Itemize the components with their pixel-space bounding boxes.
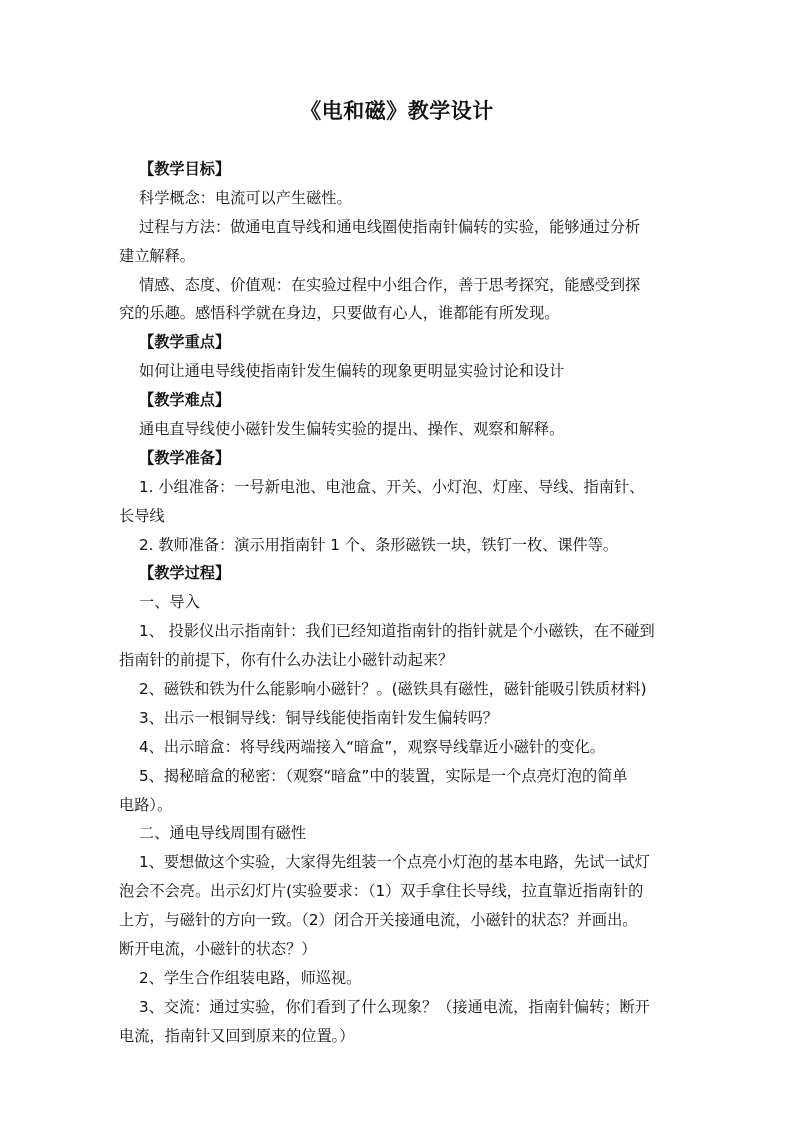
section-heading-difficulties: 【教学难点】 — [139, 391, 231, 410]
section-heading-process: 【教学过程】 — [139, 564, 231, 583]
paragraph-line: 建立解释。 — [119, 246, 195, 265]
paragraph-line: 电路）。 — [119, 795, 173, 814]
paragraph-line: 1、 投影仪出示指南针：我们已经知道指南针的指针就是个小磁铁，在不碰到 — [139, 622, 655, 641]
paragraph-line: 5、揭秘暗盒的秘密：（观察“暗盒”中的装置，实际是一个点亮灯泡的简单 — [139, 766, 628, 785]
paragraph-line: 指南针的前提下，你有什么办法让小磁针动起来？ — [119, 651, 454, 670]
section-heading-preparation: 【教学准备】 — [139, 448, 231, 467]
paragraph-line: 上方，与磁针的方向一致。（2）闭合开关接通电流，小磁针的状态？并画出。 — [119, 911, 638, 930]
paragraph-line: 情感、态度、价值观：在实验过程中小组合作，善于思考探究，能感受到探 — [139, 275, 641, 294]
paragraph-line: 如何让通电导线使指南针发生偏转的现象更明显实验讨论和设计 — [139, 362, 565, 381]
paragraph-line: 1. 小组准备：一号新电池、电池盒、开关、小灯泡、灯座、导线、指南针、 — [139, 477, 645, 496]
paragraph-line: 断开电流，小磁针的状态？） — [119, 940, 317, 959]
paragraph-line: 2. 教师准备：演示用指南针 1 个、条形磁铁一块，铁钉一枚、课件等。 — [139, 535, 619, 554]
paragraph-line: 泡会不会亮。出示幻灯片(实验要求：（1）双手拿住长导线，拉直靠近指南针的 — [119, 882, 644, 901]
paragraph-line: 4、出示暗盒：将导线两端接入“暗盒”，观察导线靠近小磁针的变化。 — [139, 737, 605, 756]
paragraph-line: 3、出示一根铜导线：铜导线能使指南针发生偏转吗？ — [139, 708, 498, 727]
section-heading-objectives: 【教学目标】 — [139, 160, 231, 178]
paragraph-line: 究的乐趣。感悟科学就在身边，只要做有心人，谁都能有所发现。 — [119, 304, 560, 323]
document-body — [119, 155, 684, 1051]
section-heading-key-points: 【教学重点】 — [139, 333, 231, 352]
paragraph-line: 3、交流：通过实验，你们看到了什么现象？（接通电流，指南针偏转；断开 — [139, 997, 650, 1016]
paragraph-line: 2、学生合作组装电路，师巡视。 — [139, 968, 362, 987]
paragraph-line: 长导线 — [119, 506, 165, 525]
subsection-heading: 一、导入 — [139, 593, 200, 612]
paragraph-line: 通电直导线使小磁针发生偏转实验的提出、操作、观察和解释。 — [139, 420, 565, 439]
paragraph-line: 1、要想做这个实验，大家得先组装一个点亮小灯泡的基本电路，先试一试灯 — [139, 853, 650, 872]
paragraph-line: 2、磁铁和铁为什么能影响小磁针？。(磁铁具有磁性，磁针能吸引铁质材料) — [139, 680, 647, 699]
paragraph-line: 过程与方法：做通电直导线和通电线圈使指南针偏转的实验，能够通过分析 — [139, 217, 641, 236]
document-title: 《电和磁》教学设计 — [300, 99, 494, 123]
subsection-heading: 二、通电导线周围有磁性 — [139, 824, 307, 843]
paragraph-line: 科学概念：电流可以产生磁性。 — [139, 188, 352, 207]
paragraph-line: 电流，指南针又回到原来的位置。） — [119, 1026, 355, 1045]
